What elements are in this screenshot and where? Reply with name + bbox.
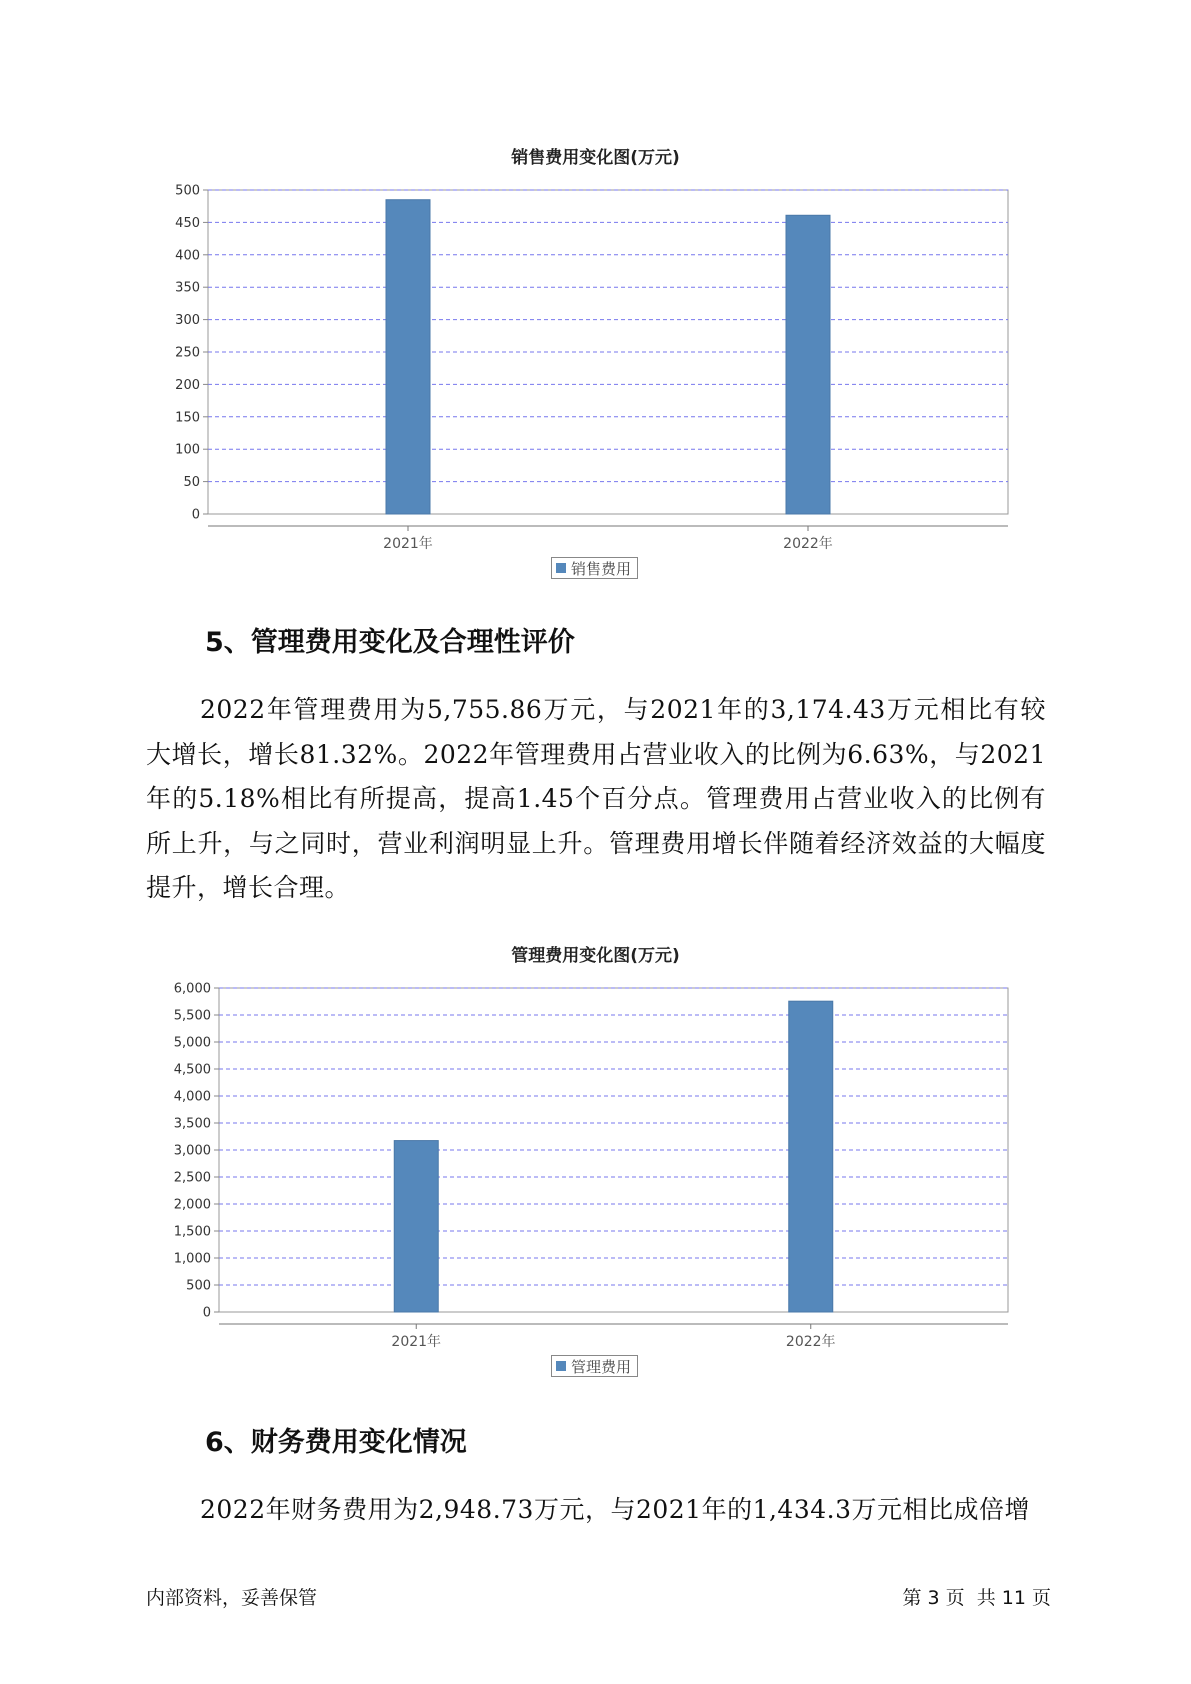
bar-2022年 — [786, 215, 830, 514]
legend-label: 销售费用 — [571, 559, 632, 578]
y-tick-label: 5,000 — [173, 1035, 211, 1051]
y-tick-label: 4,500 — [173, 1062, 211, 1078]
legend-swatch — [556, 563, 566, 573]
y-tick-label: 4,000 — [173, 1089, 211, 1105]
y-tick-label: 0 — [191, 507, 200, 523]
y-tick-label: 500 — [175, 183, 200, 199]
section-5-paragraph: 2022年管理费用为5,755.86万元，与2021年的3,174.43万元相比有较大增长，增长81.32%。2022年管理费用占营业收入的比例为6.63%，与2021年的5.18%相比有所提高，提高1.45个百分点。管理费用占营业收入的比例有所上升，与之同时，营业利润明显上升。管理费用增长伴随着经济效益的大幅度提升，增长合理。 — [146, 695, 1046, 902]
y-tick-label: 300 — [175, 313, 200, 329]
y-tick-label: 2,000 — [173, 1197, 211, 1213]
bar-2022年 — [789, 1001, 833, 1312]
y-tick-label: 5,500 — [173, 1008, 211, 1024]
y-tick-label: 6,000 — [173, 981, 211, 997]
sales-expense-chart — [0, 170, 1191, 560]
y-tick-label: 1,500 — [173, 1224, 211, 1240]
section-6-heading: 6、财务费用变化情况 — [205, 1427, 467, 1458]
sales-chart-title: 销售费用变化图(万元) — [511, 148, 680, 168]
x-tick-label: 2021年 — [391, 1334, 442, 1350]
y-tick-label: 450 — [175, 215, 200, 231]
management-expense-chart — [0, 968, 1191, 1358]
x-tick-label: 2022年 — [785, 1334, 836, 1350]
y-tick-label: 3,500 — [173, 1116, 211, 1132]
management-chart-title: 管理费用变化图(万元) — [511, 946, 680, 966]
y-tick-label: 0 — [202, 1305, 211, 1321]
y-tick-label: 350 — [175, 280, 200, 296]
y-tick-label: 3,000 — [173, 1143, 211, 1159]
bar-2021年 — [394, 1141, 438, 1312]
legend-label: 管理费用 — [571, 1357, 632, 1376]
section-5-heading: 5、管理费用变化及合理性评价 — [205, 627, 575, 658]
y-tick-label: 400 — [175, 248, 200, 264]
x-tick-label: 2022年 — [783, 536, 833, 552]
y-tick-label: 1,000 — [173, 1251, 211, 1267]
x-tick-label: 2021年 — [383, 536, 433, 552]
legend-swatch — [556, 1361, 566, 1371]
management-chart-legend — [551, 1355, 638, 1377]
y-tick-label: 200 — [175, 377, 200, 393]
y-tick-label: 100 — [175, 442, 200, 458]
y-tick-label: 2,500 — [173, 1170, 211, 1186]
bar-2021年 — [386, 200, 430, 514]
y-tick-label: 150 — [175, 410, 200, 426]
sales-chart-legend — [551, 557, 638, 579]
section-6-paragraph: 2022年财务费用为2,948.73万元，与2021年的1,434.3万元相比成倍增 — [200, 1495, 1030, 1524]
footer-confidential-note: 内部资料，妥善保管 — [146, 1587, 318, 1609]
y-tick-label: 50 — [183, 475, 200, 491]
y-tick-label: 500 — [186, 1278, 211, 1294]
footer-page-number: 第 3 页 共 11 页 — [902, 1587, 1051, 1609]
y-tick-label: 250 — [175, 345, 200, 361]
